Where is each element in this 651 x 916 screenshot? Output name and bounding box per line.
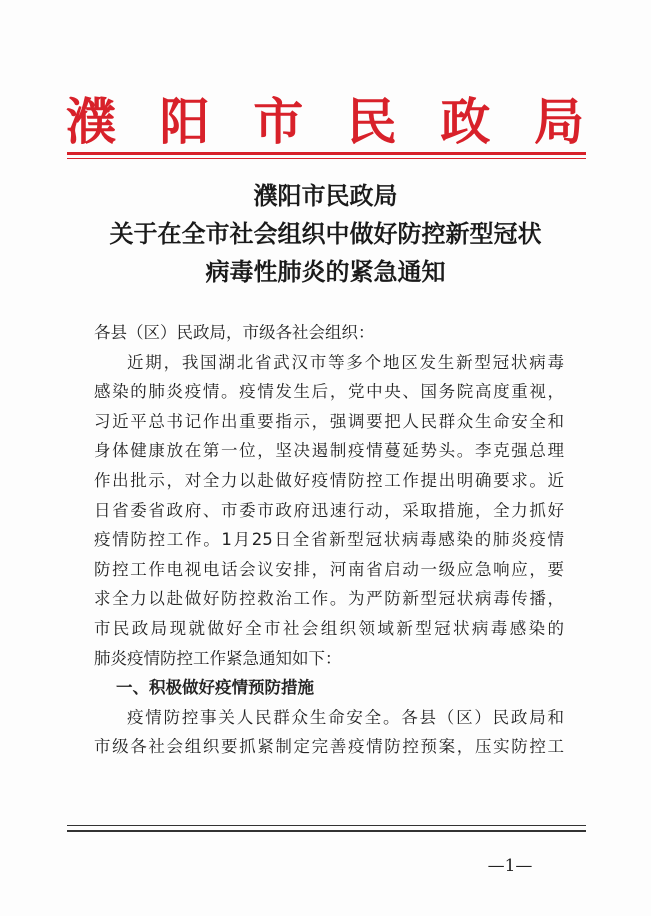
document-title-line-1: 濮阳市民政局 — [253, 181, 398, 210]
letterhead-char: 民 — [346, 92, 397, 151]
letterhead-char: 濮 — [66, 92, 116, 151]
paragraph-line: 感染的肺炎疫情。疫情发生后，党中央、国务院高度重视， — [94, 382, 564, 402]
letterhead — [60, 78, 590, 158]
salutation: 各县（区）民政局，市级各社会组织： — [94, 323, 375, 342]
document-title-line-2: 关于在全市社会组织中做好防控新型冠状 — [109, 219, 542, 248]
paragraph-line: 疫情防控事关人民群众生命安全。各县（区）民政局和 — [127, 707, 564, 727]
paragraph-line: 习近平总书记作出重要指示，强调要把人民群众生命安全和 — [94, 411, 564, 431]
paragraph-line: 求全力以赴做好防控救治工作。为严防新型冠状病毒传播， — [94, 589, 564, 609]
page-number: —1— — [487, 856, 533, 876]
letterhead-char: 局 — [533, 92, 584, 151]
letterhead-char: 政 — [440, 92, 491, 151]
paragraph-line: 作出批示，对全力以赴做好疫情防控工作提出明确要求。近 — [94, 470, 564, 490]
letterhead-char: 市 — [253, 92, 304, 151]
section-heading: 一、积极做好疫情预防措施 — [116, 678, 314, 698]
paragraph-line: 防控工作电视电话会议安排，河南省启动一级应急响应，要 — [94, 559, 564, 579]
letterhead-char: 阳 — [159, 92, 210, 151]
document-body — [94, 318, 564, 762]
paragraph-line: 市民政局现就做好全市社会组织领域新型冠状病毒感染的 — [94, 618, 564, 638]
letterhead-divider-thick — [67, 152, 586, 155]
paragraph-line: 近期，我国湖北省武汉市等多个地区发生新型冠状病毒 — [127, 352, 564, 372]
paragraph-line: 市级各社会组织要抓紧制定完善疫情防控预案，压实防控工 — [94, 737, 564, 757]
paragraph-line: 身体健康放在第一位，坚决遏制疫情蔓延势头。李克强总理 — [94, 441, 564, 461]
paragraph-line: 疫情防控工作。1月25日全省新型冠状病毒感染的肺炎疫情 — [94, 530, 564, 550]
paragraph-line: 肺炎疫情防控工作紧急通知如下： — [94, 648, 342, 668]
footer-divider-thin — [67, 825, 586, 826]
document-title-line-3: 病毒性肺炎的紧急通知 — [205, 257, 446, 286]
footer-divider-thick — [67, 830, 586, 832]
letterhead-divider-thin — [67, 158, 586, 159]
paragraph-line: 日省委省政府、市委市政府迅速行动，采取措施，全力抓好 — [94, 500, 564, 520]
